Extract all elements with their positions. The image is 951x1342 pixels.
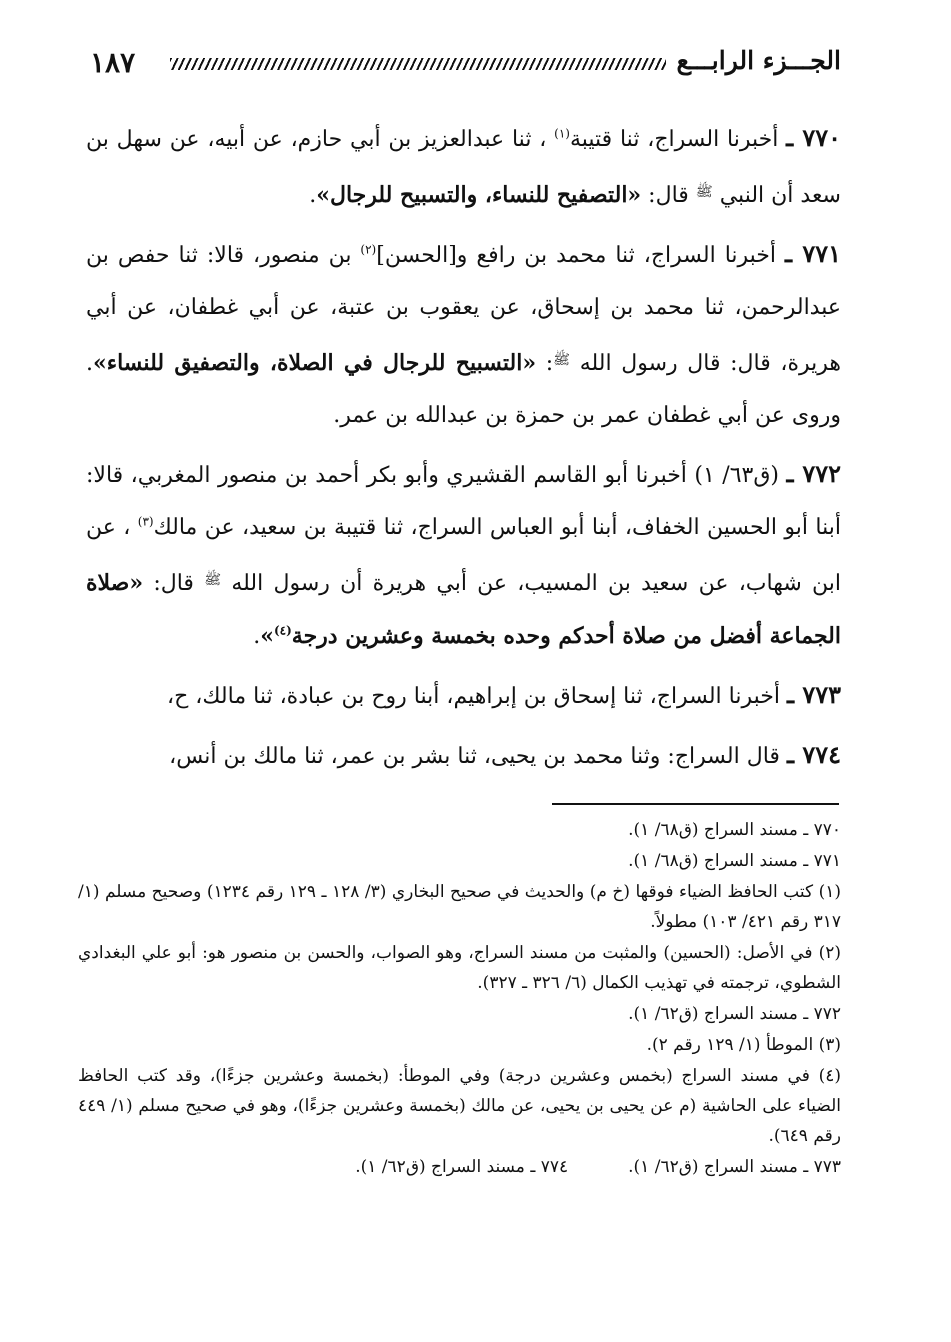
footnote: ٧٧٣ ـ مسند السراج (ق٦٢/ ١). [628,1157,841,1177]
hadith-770 [86,112,841,222]
hadith-text: أخبرنا السراج، ثنا قتيبة [569,127,787,152]
hadith-text: قال: [143,571,205,596]
footnote-row [78,1152,841,1182]
footnote-ref: (٤) [273,623,292,638]
hadith-text: . [309,183,317,208]
hadith-773 [86,669,841,723]
hadith-771 [86,228,841,442]
footnote: ٧٧٤ ـ مسند السراج (ق٦٢/ ١). [355,1157,569,1177]
hadith-text: . وروى عن أبي غطفان عمر بن حمزة بن عبدالله بن عمر. [86,351,841,428]
hadith-text: (ق٦٣/ ١) أخبرنا أبو القاسم القشيري وأبو بكر أحمد بن منصور المغربي، قالا: أبنا أبو الحسين الخفاف، أبنا أبو العباس السراج، ثنا قتيبة بن سعيد، عن مالك [86,463,841,540]
footnote: (٤) في مسند السراج (بخمس وعشرين درجة) وفي الموطأ: (بخمسة وعشرين جزءًا)، وقد كتب الحافظ الضياء على الحاشية (م عن يحيى بن يحيى، عن مالك (بخمسة وعشرين جزءًا)، وهو في صحيح مسلم (١/ ٤٤٩ رقم ٦٤٩). [78,1066,842,1146]
salutation-symbol: ﷺ [204,572,222,588]
footnote: ٧٧٢ ـ مسند السراج (ق٦٢/ ١). [628,1004,841,1024]
footnote: (٣) الموطأ (١/ ١٢٩ رقم ٢). [646,1035,841,1055]
hadith-number: ٧٧٣ ـ [786,680,841,709]
hadith-number: ٧٧١ ـ [784,239,841,268]
hadith-text: أخبرنا السراج، ثنا إسحاق بن إبراهيم، أبنا روح بن عبادة، ثنا مالك، ح، [167,684,787,709]
footnote-ref: (٣) [137,514,154,529]
footnote: ٧٧١ ـ مسند السراج (ق٦٨/ ١). [628,851,841,871]
part-title: الجـــزء الرابـــع [676,46,841,75]
hadith-text: بن منصور، قالا: ثنا حفص بن عبدالرحمن، ثنا محمد بن إسحاق، عن يعقوب بن عتبة، عن أبي غطفان، عن أبي هريرة، قال: قال رسول الله [86,243,842,376]
footnote: (٢) في الأصل: (الحسين) والمثبت من مسند السراج، وهو الصواب، والحسن بن منصور هو: أبو علي البغدادي الشطوي، ترجمته في تهذيب الكمال (٦/ ٣٢٦ ـ ٣٢٧). [78,943,841,993]
footnotes [78,815,841,1183]
main-text [86,112,841,789]
hadith-number: ٧٧٠ ـ [786,123,841,152]
hadith-text: . [253,624,261,649]
hadith-matn: «صلاة الجماعة أفضل من صلاة أحدكم وحده بخمسة وعشرين درجة [86,570,841,649]
hadith-number: ٧٧٤ ـ [786,740,841,769]
page-header [90,40,841,90]
hadith-text: ، ثنا عبدالعزيز بن أبي حازم، عن أبيه، عن سهل بن سعد أن النبي [86,127,841,208]
footnote-ref: (١) [554,126,570,141]
hadith-772 [86,448,841,663]
hadith-text: قال السراج: وثنا محمد بن يحيى، ثنا بشر بن عمر، ثنا مالك بن أنس، [169,744,787,769]
hadith-text: قال: [641,183,696,208]
footnote: ٧٧٠ ـ مسند السراج (ق٦٨/ ١). [628,820,841,840]
header-hatched-rule [170,58,666,70]
hadith-matn-end: » [260,623,274,649]
hadith-774 [86,729,841,783]
hadith-matn: «التسبيح للرجال في الصلاة، والتصفيق للنساء» [93,350,537,376]
hadith-text: : [536,351,554,376]
hadith-matn: «التصفيح للنساء، والتسبيح للرجال» [316,182,642,208]
salutation-symbol: ﷺ [695,184,713,200]
hadith-text: ، عن ابن شهاب، عن سعيد بن المسيب، عن أبي هريرة أن رسول الله [86,515,842,596]
footnote-divider [552,803,839,805]
footnote-ref: (٢) [360,242,377,257]
hadith-number: ٧٧٢ ـ [786,459,841,488]
hadith-text: أخبرنا السراج، ثنا محمد بن رافع و[الحسن] [376,243,785,268]
footnote: (١) كتب الحافظ الضياء فوقها (خ م) والحديث في صحيح البخاري (٣/ ١٢٨ ـ ١٢٩ رقم ١٢٣٤) وصحيح مسلم (١/ ٣١٧ رقم ٤٢١/ ١٠٣) مطولاً. [78,882,841,932]
salutation-symbol: ﷺ [553,352,571,368]
page-number: ١٨٧ [90,46,136,79]
